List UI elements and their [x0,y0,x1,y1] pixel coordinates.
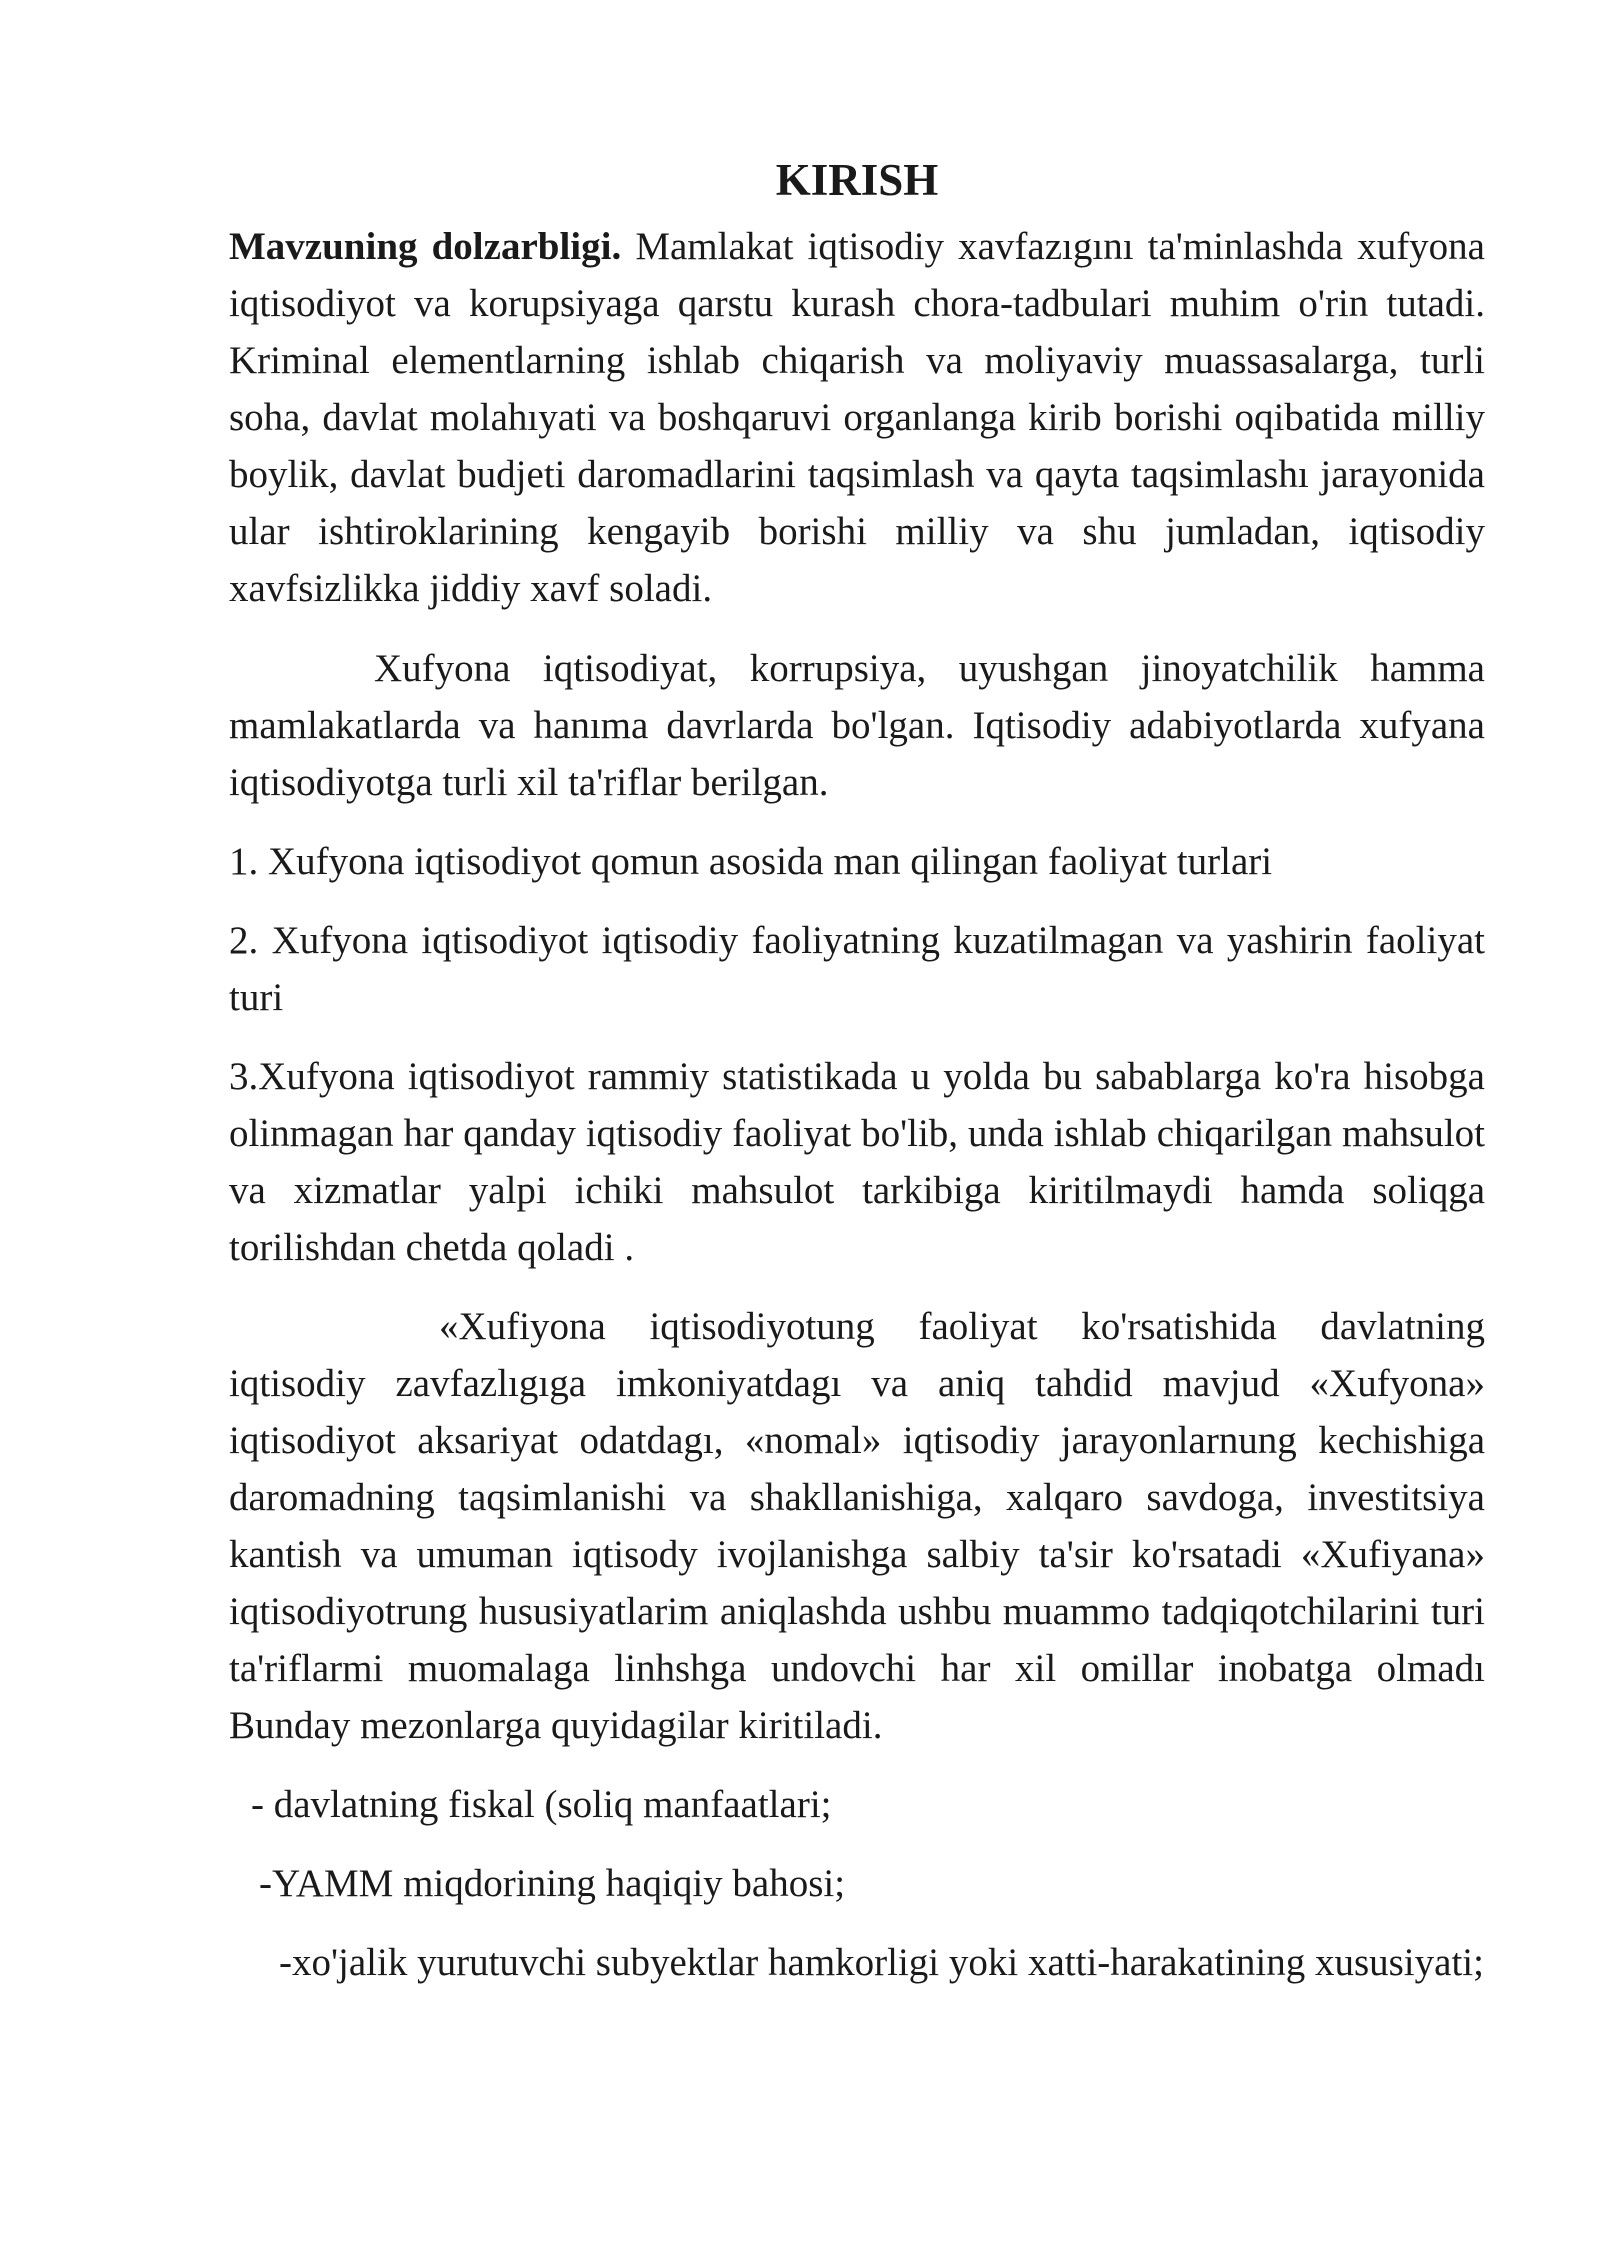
list-item-3: 3.Xufyona iqtisodiyot rammiy statistikada u yolda bu sabablarga ko'ra hisobga olinmagan har qanday iqtisodiy faoliyat bo'lib, unda ishlab chiqarilgan mahsulot va xizmatlar yalpi ichiki mahsulot tarkibiga kiritilmaydi hamda soliqga torilishdan chetda qoladi . [229,1055,1485,1269]
paragraph-definitions: Xufyona iqtisodiyat, korrupsiya, uyushgan jinoyatchilik hamma mamlakatlarda va hanıma davrlarda bo'lgan. Iqtisodiy adabiyotlarda xufyana iqtisodiyotga turli xil ta'riflar berilgan. [229,647,1485,804]
list-item-1: 1. Xufyona iqtisodiyot qomun asosida man qilingan faoliyat turlari [229,840,1273,883]
intro-paragraph [229,218,1485,617]
paragraph-criteria: «Xufiyona iqtisodiyotung faoliyat ko'rsatishida davlatning iqtisodiy zavfazlıgıga imkoniyatdagı va aniq tahdid mavjud «Xufyona» iqtisodiyot aksariyat odatdagı, «nomal» iqtisodiy jarayonlarnung kechishiga daromadning taqsimlanishi va shakllanishiga, xalqaro savdoga, investitsiya kantish va umuman iqtisody ivojlanishga salbiy ta'sir ko'rsatadi «Xufiyana» iqtisodiyotrung hususiyatlarim aniqlashda ushbu muammo tadqiqotchilarini turi ta'riflarmi muomalaga linhshga undovchi har xil omillar inobatga olmadı Bunday mezonlarga quyidagilar kiritiladi. [229,1305,1485,1747]
document-page [229,150,1485,2013]
dash-item-gdp: -YAMM miqdorining haqiqiy bahosi; [259,1862,846,1905]
list-item-2: 2. Xufyona iqtisodiyot iqtisodiy faoliyatning kuzatilmagan va yashirin faoliyat turi [229,919,1485,1019]
dash-item-fiscal: - davlatning fiskal (soliq manfaatlari; [251,1783,832,1826]
intro-lead: Mavzuning dolzarbligi. [229,225,622,268]
dash-item-subjects: -xo'jalik yurutuvchi subyektlar hamkorligi yoki xatti-harakatining xususiyati; [279,1941,1484,1984]
page-title: KIRISH [775,155,939,205]
intro-text: Mamlakat iqtisodiy xavfazıgını ta'minlashda xufyona iqtisodiyot va korupsiyaga qarstu kurash chora-tadbulari muhim o'rin tutadi. Kriminal elementlarning ishlab chiqarish va moliyaviy muassasalarga, turli soha, davlat molahıyati va boshqaruvi organlanga kirib borishi oqibatida milliy boylik, davlat budjeti daromadlarini taqsimlash va qayta taqsimlashı jarayonida ular ishtiroklarining kengayib borishi milliy va shu jumladan, iqtisodiy xavfsizlikka jiddiy xavf soladi. [229,225,1485,610]
